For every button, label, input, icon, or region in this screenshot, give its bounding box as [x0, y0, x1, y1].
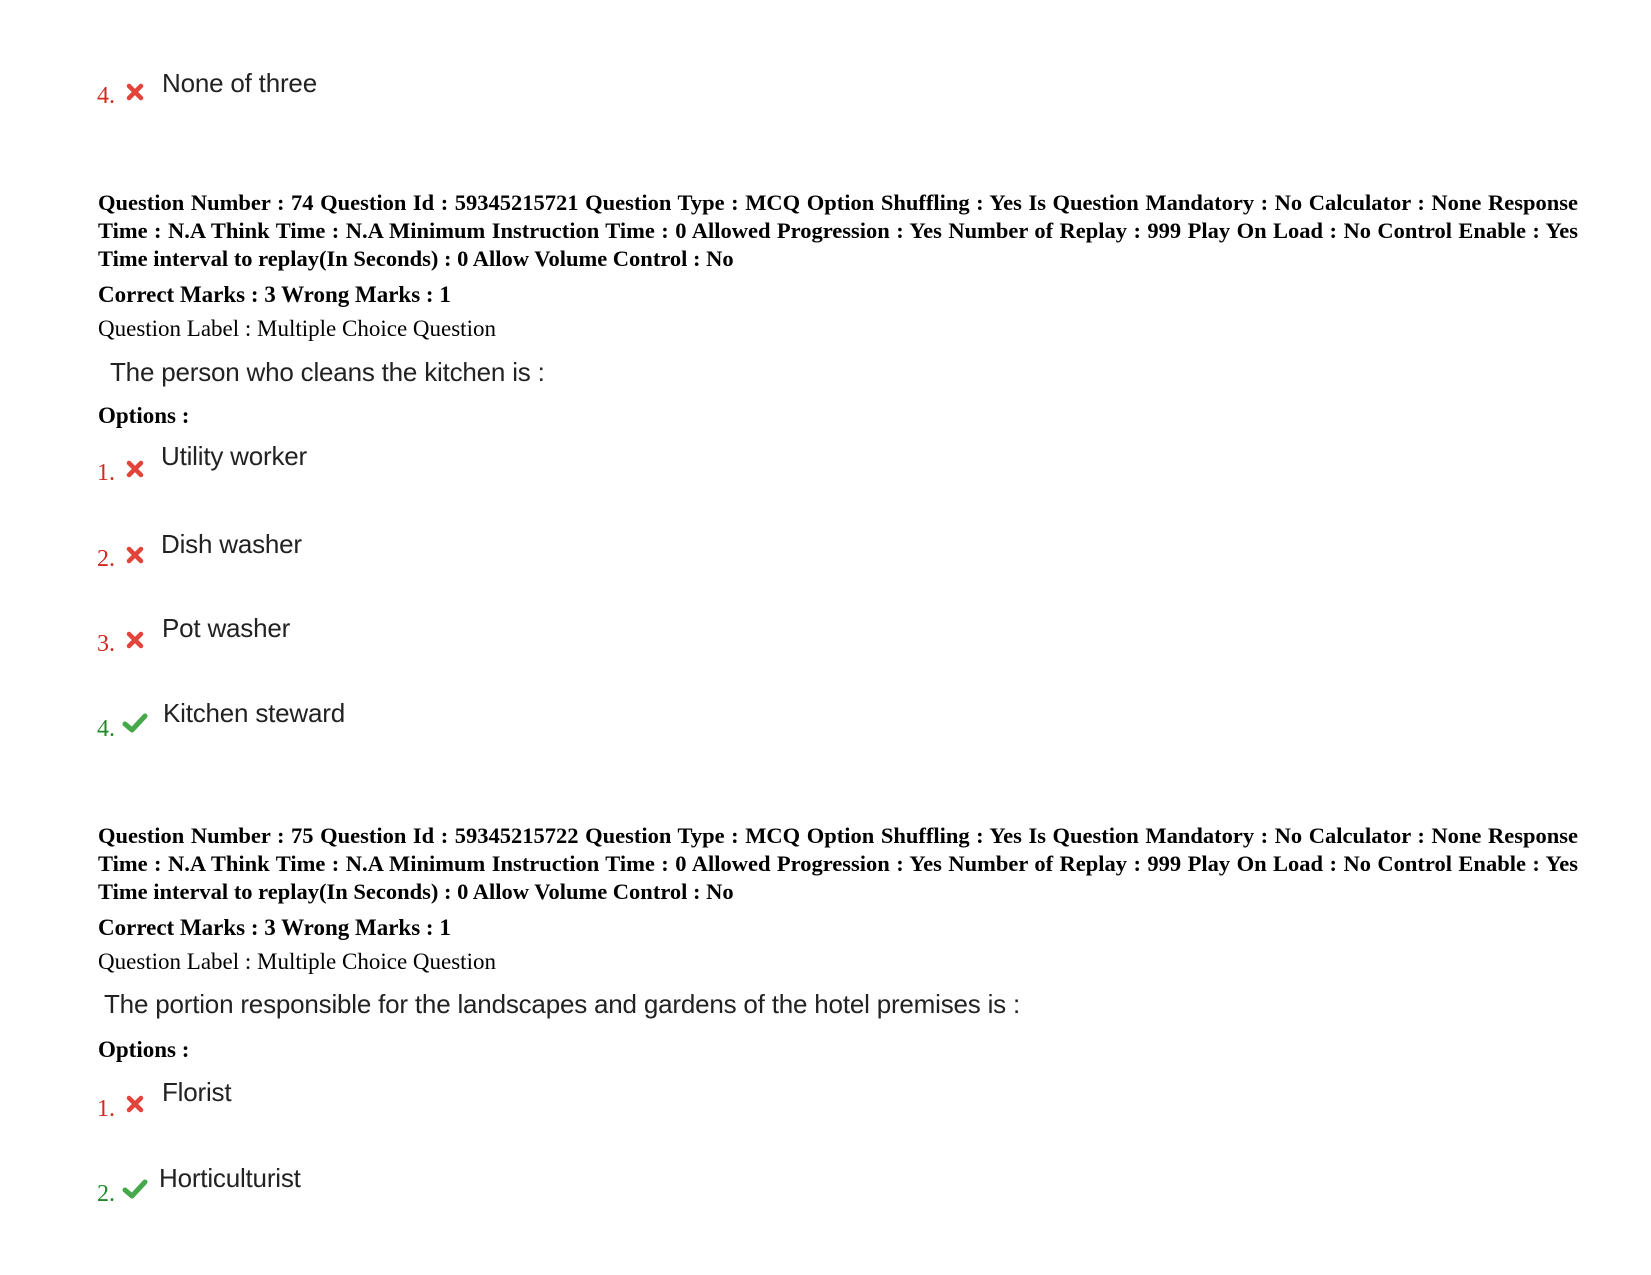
option-text: None of three: [162, 68, 317, 98]
check-icon: [122, 1178, 148, 1200]
cross-icon: [125, 82, 145, 102]
option-text: Kitchen steward: [163, 698, 345, 728]
option-text: Horticulturist: [159, 1163, 301, 1193]
question-text: The portion responsible for the landscapes and gardens of the hotel premises is :: [104, 989, 1021, 1019]
option-number: 4.: [97, 716, 115, 742]
option-text: Utility worker: [161, 441, 307, 471]
cross-icon: [125, 545, 145, 565]
question-meta: Question Number : 75 Question Id : 59345215722 Question Type : MCQ Option Shuffling : Yes Is Question Mandatory : No Calculator : None Response Time : N.A Think Time : N.A Minimum Instruction Time : 0 Allowed Progression : Yes Number of Replay : 999 Play On Load : No Control Enable : Yes Time interval to replay(In Seconds) : 0 Allow Volume Control : No: [98, 823, 1578, 904]
question-text: The person who cleans the kitchen is :: [110, 357, 545, 387]
option-text: Dish washer: [161, 529, 302, 559]
question-meta: Question Number : 74 Question Id : 59345215721 Question Type : MCQ Option Shuffling : Yes Is Question Mandatory : No Calculator : None Response Time : N.A Think Time : N.A Minimum Instruction Time : 0 Allowed Progression : Yes Number of Replay : 999 Play On Load : No Control Enable : Yes Time interval to replay(In Seconds) : 0 Allow Volume Control : No: [98, 190, 1578, 271]
cross-icon: [125, 459, 145, 479]
check-icon: [122, 712, 148, 734]
options-heading: Options :: [98, 403, 190, 428]
options-heading: Options :: [98, 1037, 190, 1062]
option-number: 1.: [97, 1096, 115, 1122]
cross-icon: [125, 630, 145, 650]
option-text: Florist: [162, 1077, 232, 1107]
cross-icon: [125, 1094, 145, 1114]
option-text: Pot washer: [162, 613, 291, 643]
marks-line: Correct Marks : 3 Wrong Marks : 1: [98, 282, 451, 307]
option-number: 2.: [97, 1181, 115, 1207]
option-number: 3.: [97, 631, 115, 657]
option-number: 2.: [97, 546, 115, 572]
question-label: Question Label : Multiple Choice Question: [98, 949, 496, 974]
option-number: 1.: [97, 460, 115, 486]
question-label: Question Label : Multiple Choice Question: [98, 316, 496, 341]
option-number: 4.: [97, 83, 115, 109]
marks-line: Correct Marks : 3 Wrong Marks : 1: [98, 915, 451, 940]
